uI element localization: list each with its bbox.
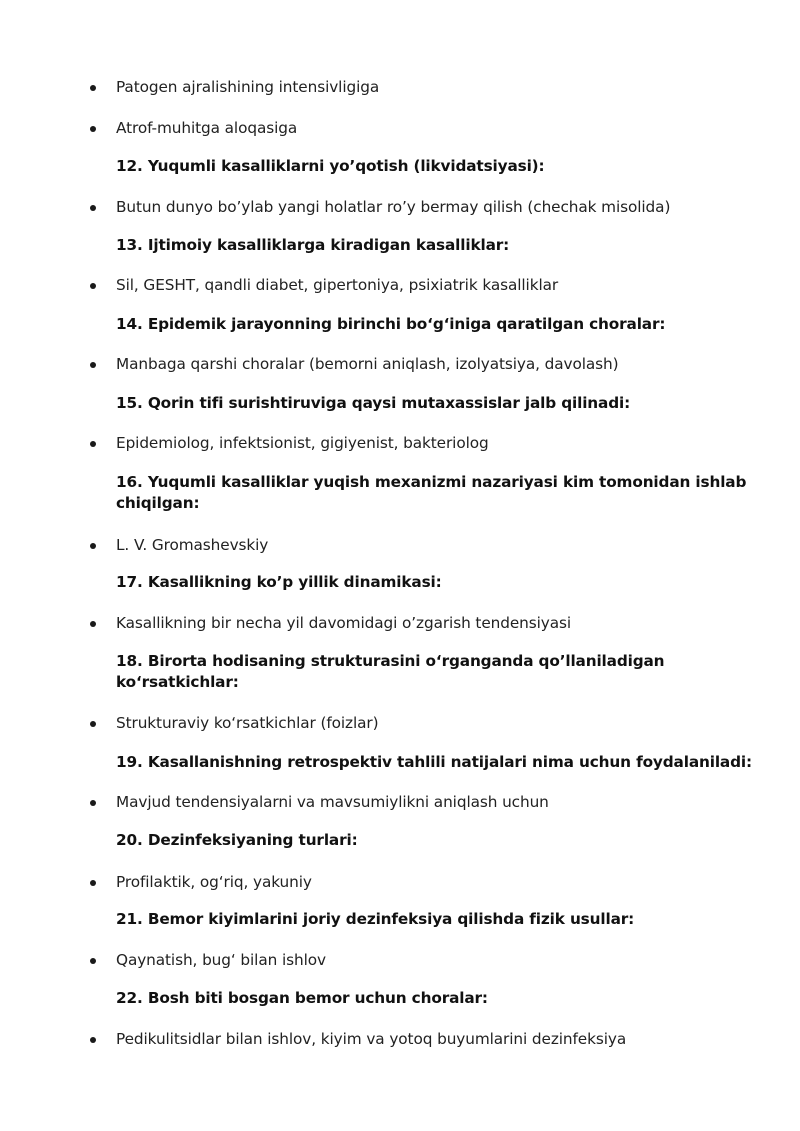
bullet-marker [90, 205, 96, 211]
bullet-marker [90, 621, 96, 627]
list-item: Patogen ajralishining intensivligiga [116, 78, 380, 96]
list-item: Profilaktik, og‘riq, yakuniy [116, 873, 312, 891]
list-item: Strukturaviy ko‘rsatkichlar (foizlar) [116, 714, 379, 732]
bullet-marker [90, 85, 96, 91]
bullet-marker [90, 721, 96, 727]
bullet-marker [90, 283, 96, 289]
list-item: Qaynatish, bug‘ bilan ishlov [116, 951, 326, 969]
question-heading: 18. Birorta hodisaning strukturasini o‘rganganda qo’llaniladigan ko‘rsatkichlar: [116, 652, 665, 691]
list-item: Mavjud tendensiyalarni va mavsumiylikni aniqlash uchun [116, 793, 549, 811]
bullet-marker [90, 958, 96, 964]
bullet-marker [90, 362, 96, 368]
question-heading: 20. Dezinfeksiyaning turlari: [116, 831, 358, 849]
question-heading: 14. Epidemik jarayonning birinchi bo‘g‘iniga qaratilgan choralar: [116, 315, 666, 333]
bullet-marker [90, 543, 96, 549]
list-item: Atrof-muhitga aloqasiga [116, 119, 298, 137]
bullet-marker [90, 800, 96, 806]
bullet-marker [90, 880, 96, 886]
list-item: L. V. Gromashevskiy [116, 536, 269, 554]
list-item: Manbaga qarshi choralar (bemorni aniqlash, izolyatsiya, davolash) [116, 355, 619, 373]
question-heading: 22. Bosh biti bosgan bemor uchun choralar: [116, 989, 488, 1007]
bullet-marker [90, 441, 96, 447]
list-item: Epidemiolog, infektsionist, gigiyenist, bakteriolog [116, 434, 489, 452]
question-heading: 13. Ijtimoiy kasalliklarga kiradigan kasalliklar: [116, 236, 510, 254]
bullet-marker [90, 126, 96, 132]
list-item: Kasallikning bir necha yil davomidagi o’zgarish tendensiyasi [116, 614, 572, 632]
bullet-marker [90, 1037, 96, 1043]
question-heading: 16. Yuqumli kasalliklar yuqish mexanizmi nazariyasi kim tomonidan ishlab chiqilgan: [116, 473, 747, 512]
question-heading: 19. Kasallanishning retrospektiv tahlili natijalari nima uchun foydalaniladi: [116, 753, 752, 771]
list-item: Pedikulitsidlar bilan ishlov, kiyim va yotoq buyumlarini dezinfeksiya [116, 1030, 627, 1048]
question-heading: 21. Bemor kiyimlarini joriy dezinfeksiya qilishda fizik usullar: [116, 910, 635, 928]
question-heading: 17. Kasallikning ko’p yillik dinamikasi: [116, 573, 442, 591]
list-item: Sil, GESHT, qandli diabet, gipertoniya, psixiatrik kasalliklar [116, 276, 559, 294]
question-heading: 12. Yuqumli kasalliklarni yo’qotish (likvidatsiyasi): [116, 157, 545, 175]
list-item: Butun dunyo bo’ylab yangi holatlar ro’y bermay qilish (chechak misolida) [116, 198, 671, 216]
question-heading: 15. Qorin tifi surishtiruviga qaysi mutaxassislar jalb qilinadi: [116, 394, 631, 412]
